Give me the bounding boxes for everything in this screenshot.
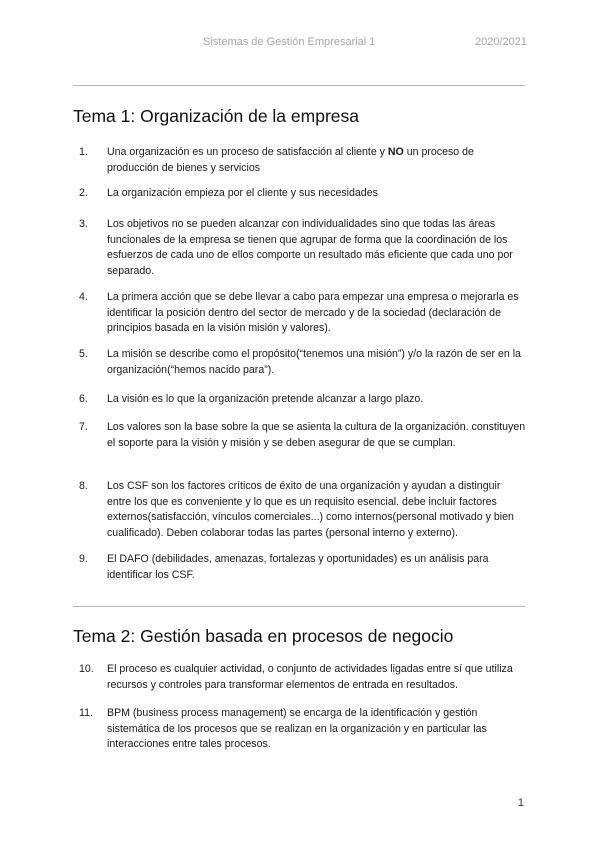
document-title: Sistemas de Gestión Empresarial 1 [203, 36, 376, 48]
item-text: BPM (business process management) se encarga de la identificación y gestión sistemática de los procesos que se realizan en la organización y en particular las interacciones entre tales procesos. [107, 707, 487, 750]
item-number: 8. [79, 480, 88, 492]
item-text: La organización empieza por el cliente y sus necesidades [107, 187, 378, 199]
item-number: 11. [79, 707, 93, 719]
item-text-segment: Una organización es un proceso de satisfacción al cliente y [107, 146, 388, 158]
item-text: Los objetivos no se pueden alcanzar con individualidades sino que todas las áreas funcionales de la empresa se tienen que agrupar de forma que la coordinación de los esfuerzos de cada uno de ellos comporte un resultado más eficiente que cada uno por separado. [107, 218, 513, 277]
item-number: 4. [79, 291, 88, 303]
item-number: 5. [79, 348, 88, 360]
item-text: Los valores son la base sobre la que se asienta la cultura de la organización. constituyen el soporte para la visión y misión y se deben asegurar de que se cumplan. [107, 421, 526, 449]
item-number: 7. [79, 421, 88, 433]
item-text: La misión se describe como el propósito(“tenemos una misión”) y/o la razón de ser en la organización(“hemos nacido para”). [107, 348, 521, 376]
item-text: El DAFO (debilidades, amenazas, fortalezas y oportunidades) es un análisis para identificar los CSF. [107, 553, 489, 581]
item-text-segment: un proceso de producción de bienes y servicios [107, 146, 474, 174]
section-divider [73, 606, 525, 607]
item-text: La primera acción que se debe llevar a cabo para empezar una empresa o mejorarla es identificar la posición dentro del sector de mercado y de la sociedad (declaración de principios basada en la visión misión y valores). [107, 291, 519, 334]
item-text: La visión es lo que la organización pretende alcanzar a largo plazo. [107, 393, 424, 405]
item-number: 1. [79, 146, 88, 158]
item-text: Los CSF son los factores críticos de éxito de una organización y ayudan a distinguir entre los que es conveniente y lo que es un requisito esencial. debe incluir factores externos(satisfacción, vínculos comerciales...) como internos(personal motivado y bien cualificado). Deben colaborar todas las partes (personal interno y externo). [107, 480, 514, 539]
section-title-tema-1: Tema 1: Organización de la empresa [73, 106, 359, 126]
academic-year: 2020/2021 [475, 36, 527, 48]
item-text [107, 145, 527, 176]
section-title-tema-2: Tema 2: Gestión basada en procesos de negocio [73, 626, 454, 646]
item-text: El proceso es cualquier actividad, o conjunto de actividades ligadas entre sí que utiliza recursos y controles para transformar elementos de entrada en resultados. [107, 663, 513, 691]
section-divider [73, 85, 525, 86]
item-number: 10. [79, 663, 94, 675]
page-number: 1 [517, 797, 524, 809]
item-number: 9. [79, 553, 88, 565]
page-header [73, 36, 527, 52]
item-number: 6. [79, 393, 88, 405]
item-number: 2. [79, 187, 88, 199]
emphasis-text: NO [387, 146, 404, 158]
item-number: 3. [79, 218, 88, 230]
